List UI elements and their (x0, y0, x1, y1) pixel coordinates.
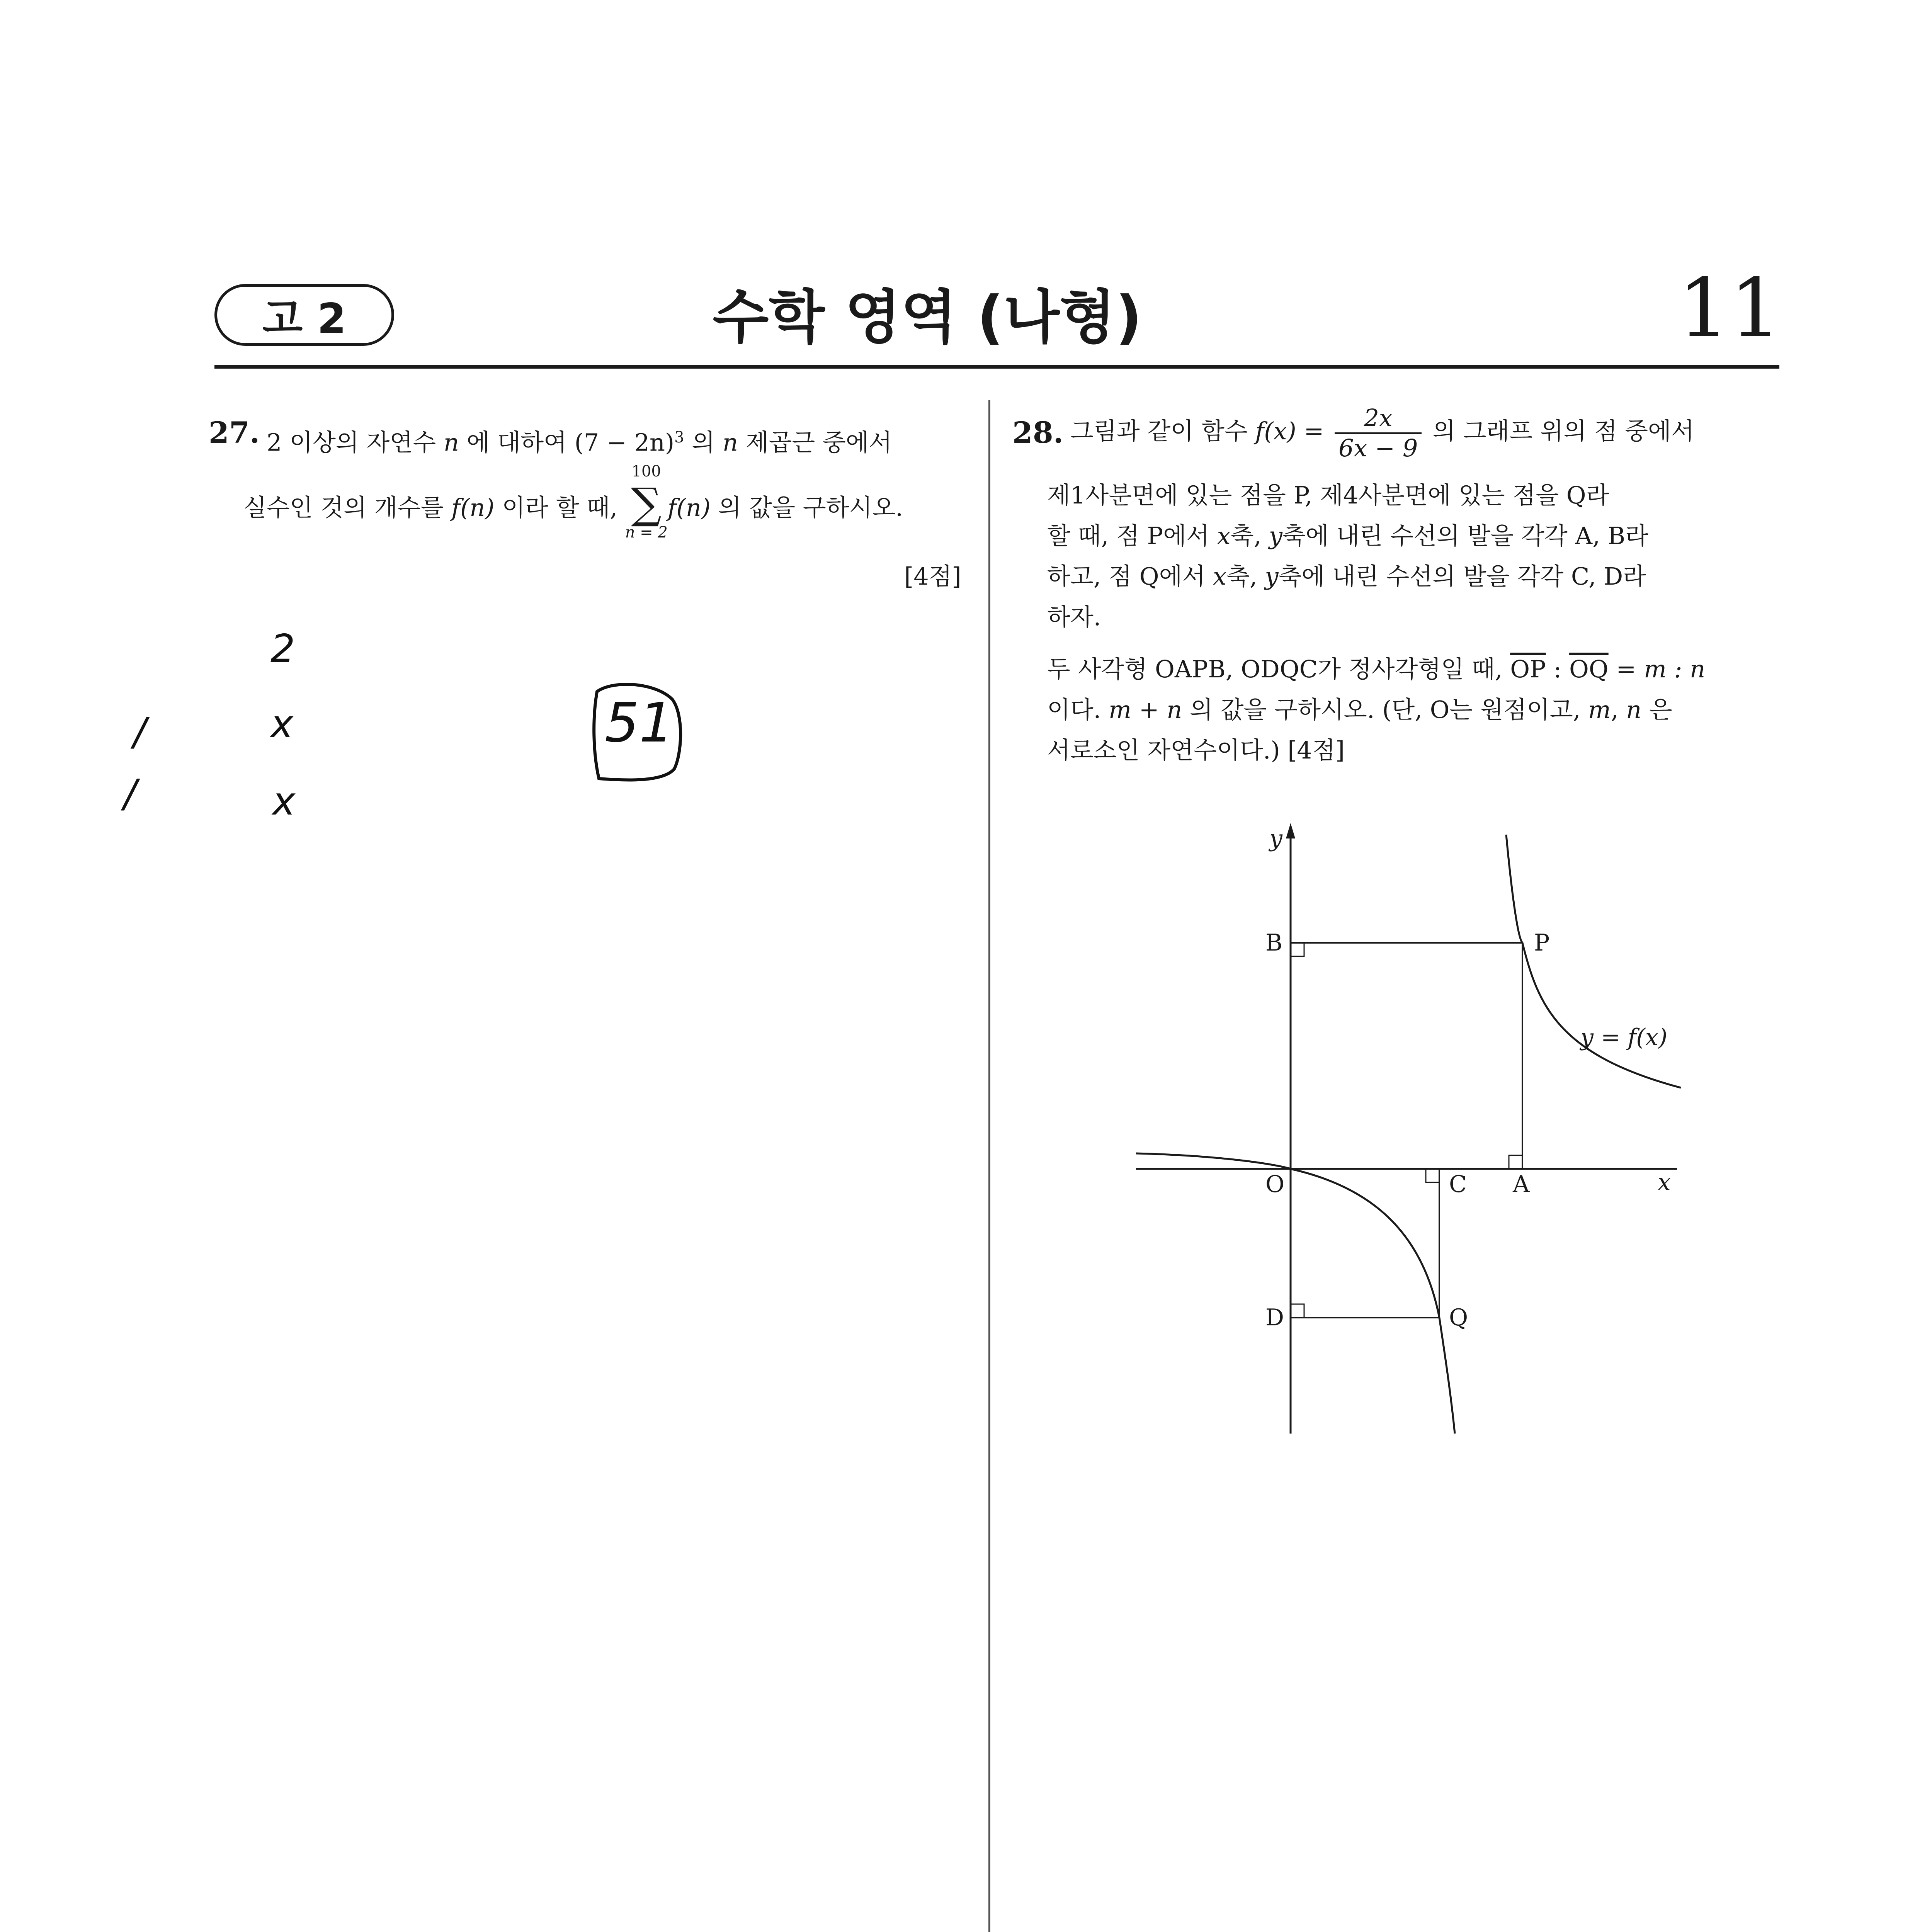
right-angle-B (1291, 943, 1304, 956)
q27-line-2: 실수인 것의 개수를 f(n) 이라 할 때, 100 ∑ n = 2 f(n) 의 값을 구하시오. (243, 463, 903, 541)
label-A: A (1513, 1171, 1530, 1198)
curve-left-branch (1136, 1153, 1455, 1434)
grade-label: 고 2 (262, 294, 347, 343)
label-P: P (1534, 929, 1550, 956)
handwritten-tick-2: / (124, 771, 137, 816)
label-D: D (1265, 1304, 1284, 1331)
right-angle-C (1426, 1169, 1439, 1182)
label-Q: Q (1449, 1304, 1468, 1331)
right-angle-A (1509, 1155, 1522, 1169)
label-origin: O (1265, 1171, 1285, 1198)
y-axis-arrow (1286, 823, 1295, 838)
question-number: 27. (209, 415, 260, 450)
q28-line-5: 하자. (1047, 603, 1101, 631)
handwritten-x-1: x (270, 701, 294, 747)
handwritten-tick-1: / (133, 709, 146, 754)
summation: 100 ∑ n = 2 (625, 463, 668, 541)
handwritten-answer-box (589, 676, 686, 788)
fraction: $\frac{2x}{6x - 9}$ (1335, 404, 1422, 463)
q28-line-4: 하고, 점 Q에서 x축, y축에 내린 수선의 발을 각각 C, D라 (1047, 562, 1646, 590)
page-number: 11 (1678, 261, 1781, 355)
label-C: C (1449, 1171, 1467, 1198)
header-rule (214, 365, 1779, 369)
q28-line-2: 제1사분면에 있는 점을 P, 제4사분면에 있는 점을 Q라 (1047, 481, 1609, 509)
q27-line-1: 2 이상의 자연수 n 에 대하여 $(7 - 2n)^3$ 의 n 제곱근 중에서 (267, 428, 892, 457)
handwritten-x-2: x (272, 779, 296, 824)
label-y-axis: y (1269, 825, 1282, 852)
label-x-axis: x (1658, 1169, 1671, 1196)
handwritten-2: 2 (270, 626, 295, 671)
label-B: B (1265, 929, 1283, 956)
handwritten-answer: 51 (605, 692, 674, 755)
q28-line-8: 서로소인 자연수이다.) [4점] (1047, 736, 1345, 764)
right-angle-D (1291, 1304, 1304, 1318)
q28-line-7: 이다. m + n 의 값을 구하시오. (단, O는 원점이고, m, n 은 (1047, 696, 1672, 724)
grade-badge (214, 284, 394, 346)
question-number: 28. (1012, 415, 1064, 450)
q28-line-3: 할 때, 점 P에서 x축, y축에 내린 수선의 발을 각각 A, B라 (1047, 522, 1649, 550)
column-divider (988, 400, 990, 1932)
q27-points: [4점] (904, 562, 961, 590)
q28-line-6: 두 사각형 OAPB, ODQC가 정사각형일 때, $\overline{OP}$ : $\overline{OQ} = m$ : n (1047, 655, 1706, 683)
function-graph (1136, 823, 1735, 1434)
page-title: 수학 영역 (나형) (713, 284, 1142, 351)
label-curve: y = f(x) (1580, 1024, 1668, 1051)
q28-line-1: 그림과 같이 함수 f(x) = $\frac{2x}{6x - 9}$ 의 그래프 위의 점 중에서 (1070, 404, 1694, 462)
